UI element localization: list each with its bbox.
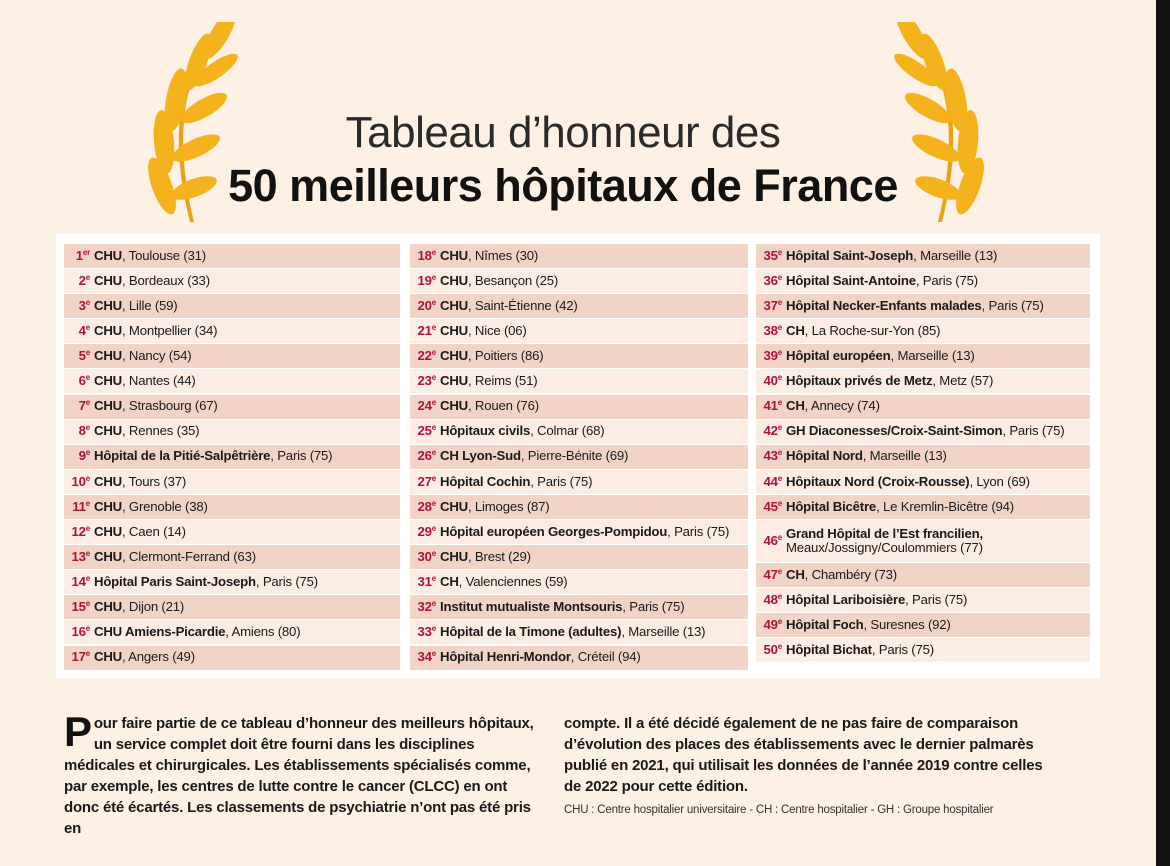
table-row [756,588,1090,612]
rank-number: 47e [763,566,782,582]
rank-number: 29e [417,523,436,539]
rank-number: 6e [78,373,90,389]
rank-number: 10e [71,473,90,489]
rank-number: 32e [417,599,436,615]
abbreviation-legend: CHU : Centre hospitalier universitaire - CH : Centre hospitalier - GH : Groupe hospitalier [564,804,994,816]
rank-number: 1er [75,247,90,263]
hospital-name: CHU, Nantes (44) [94,373,196,389]
hospital-name: Hôpital Paris Saint-Joseph, Paris (75) [94,573,318,589]
hospital-name: GH Diaconesses/Croix-Saint-Simon, Paris (75) [786,423,1065,439]
hospital-name: CH, Annecy (74) [786,398,880,414]
table-row [756,344,1090,368]
rank-number: 9e [78,448,90,464]
hospital-name: CHU, Strasbourg (67) [94,398,218,414]
hospital-name: CH, La Roche-sur-Yon (85) [786,323,941,339]
rank-number: 18e [417,247,436,263]
hospital-name: CHU, Toulouse (31) [94,247,206,263]
hospital-name: CHU, Nice (06) [440,323,527,339]
rank-number: 20e [417,297,436,313]
article-paragraph-right: compte. Il a été décidé également de ne pas faire de comparaison d’évolution des places des établissements avec le dernier palmarès publié en 2021, qui utilisait les données de l’année 2019 contre celles de 2022 pour cette édition. [564,715,1043,795]
hospital-name: Hôpital Lariboisière, Paris (75) [786,591,968,607]
dropcap-letter: P [64,708,92,755]
table-row [410,269,748,293]
table-row [756,269,1090,293]
hospital-name: CHU, Angers (49) [94,649,195,665]
hospital-name: CH Lyon-Sud, Pierre-Bénite (69) [440,448,629,464]
page-title-line1: Tableau d’honneur des [345,108,781,157]
rank-number: 7e [78,398,90,414]
table-row [756,470,1090,494]
rank-number: 16e [71,624,90,640]
article-text-right [564,713,1044,821]
hospital-name: CHU, Dijon (21) [94,599,185,615]
rank-number: 44e [763,473,782,489]
table-row [64,395,400,419]
rank-number: 31e [417,573,436,589]
hospital-name: CHU, Nancy (54) [94,348,192,364]
table-row [410,545,748,569]
rank-number: 33e [417,624,436,640]
rank-number: 19e [417,272,436,288]
table-row [410,646,748,670]
table-row [410,319,748,343]
hospital-name: CHU, Brest (29) [440,548,531,564]
table-row [64,269,400,293]
table-row [410,570,748,594]
hospital-name: CHU, Saint-Étienne (42) [440,297,578,313]
hospital-name: CHU, Besançon (25) [440,272,559,288]
table-row [64,595,400,619]
hospital-name: Grand Hôpital de l’Est francilien, Meaux/Jossigny/Coulommiers (77) [786,525,983,556]
rank-number: 28e [417,498,436,514]
table-row [64,344,400,368]
rank-number: 35e [763,247,782,263]
hospital-name: CHU, Rennes (35) [94,423,200,439]
hospital-name: Hôpital Foch, Suresnes (92) [786,617,951,633]
hospital-name: Hôpital européen, Marseille (13) [786,348,975,364]
table-row [64,445,400,469]
table-row [756,395,1090,419]
table-row [410,344,748,368]
rank-number: 27e [417,473,436,489]
table-row [756,369,1090,393]
table-row [410,420,748,444]
table-row [756,420,1090,444]
table-row [64,495,400,519]
table-row [64,520,400,544]
rank-number: 23e [417,373,436,389]
hospital-name: CHU, Limoges (87) [440,498,550,514]
rank-number: 8e [78,423,90,439]
hospital-name: Hôpital Cochin, Paris (75) [440,473,593,489]
table-row [410,445,748,469]
rank-number: 43e [763,448,782,464]
hospital-name: Hôpitaux civils, Colmar (68) [440,423,605,439]
rank-number: 13e [71,548,90,564]
hospital-name: CHU, Caen (14) [94,523,186,539]
rank-number: 24e [417,398,436,414]
rank-number: 17e [71,649,90,665]
rank-number: 49e [763,617,782,633]
rank-number: 3e [78,297,90,313]
right-edge-bar [1156,0,1170,866]
hospital-name: CH, Chambéry (73) [786,566,897,582]
table-row [756,294,1090,318]
page-title-line2: 50 meilleurs hôpitaux de France [228,160,898,211]
hospital-name: Hôpital Saint-Antoine, Paris (75) [786,272,978,288]
hospital-name: CHU, Rouen (76) [440,398,539,414]
rank-number: 4e [78,323,90,339]
rankings-table [56,234,1100,678]
hospital-name: CHU, Reims (51) [440,373,538,389]
hospital-name: Hôpitaux privés de Metz, Metz (57) [786,373,994,389]
table-row [756,563,1090,587]
rank-number: 2e [78,272,90,288]
hospital-name: Hôpital Henri-Mondor, Créteil (94) [440,649,641,665]
hospital-name: Institut mutualiste Montsouris, Paris (75) [440,599,685,615]
rank-number: 15e [71,599,90,615]
hospital-name: CHU, Lille (59) [94,297,178,313]
table-row [64,319,400,343]
rank-number: 11e [72,498,90,514]
hospital-name: CHU, Bordeaux (33) [94,272,210,288]
rank-number: 12e [71,523,90,539]
table-row [64,545,400,569]
hospital-name: Hôpital de la Timone (adultes), Marseille (13) [440,624,706,640]
hospital-name: CHU, Clermont-Ferrand (63) [94,548,256,564]
table-row [64,646,400,670]
rankings-column-1 [64,244,400,671]
table-row [410,244,748,268]
table-row [756,520,1090,562]
hospital-name: CH, Valenciennes (59) [440,573,568,589]
hospital-name: Hôpital Necker-Enfants malades, Paris (75) [786,297,1044,313]
rank-number: 46e [763,532,782,548]
rank-number: 21e [417,323,436,339]
article-text-left [64,708,544,839]
rank-number: 48e [763,591,782,607]
table-row [64,470,400,494]
rank-number: 5e [78,348,90,364]
table-row [410,294,748,318]
table-row [410,470,748,494]
hospital-name: CHU, Tours (37) [94,473,187,489]
hospital-name: Hôpital de la Pitié-Salpêtrière, Paris (75) [94,448,333,464]
rank-number: 30e [417,548,436,564]
hospital-name: Hôpitaux Nord (Croix-Rousse), Lyon (69) [786,473,1030,489]
table-row [64,244,400,268]
table-row [64,294,400,318]
hospital-name: CHU, Poitiers (86) [440,348,544,364]
hospital-name: CHU Amiens-Picardie, Amiens (80) [94,624,301,640]
article-paragraph-left: our faire partie de ce tableau d’honneur des meilleurs hôpitaux, un service complet doit être fourni dans les disciplines médicales et chirurgicales. Les établissements spécialisés comme, par exemple, les centres de lutte contre le cancer (CLCC) en ont donc été écartés. Les classements de psychiatrie n’ont pas été pris en [64,715,534,837]
hospital-name: Hôpital Saint-Joseph, Marseille (13) [786,247,998,263]
table-row [756,319,1090,343]
table-row [64,570,400,594]
rank-number: 38e [763,323,782,339]
rank-number: 41e [763,398,782,414]
table-row [410,595,748,619]
rankings-column-3 [756,244,1090,664]
rank-number: 37e [763,297,782,313]
rank-number: 14e [71,573,90,589]
rankings-column-2 [410,244,748,671]
hospital-name: Hôpital Nord, Marseille (13) [786,448,947,464]
rank-number: 40e [763,373,782,389]
rank-number: 45e [763,498,782,514]
rank-number: 39e [763,348,782,364]
table-row [64,620,400,644]
table-row [756,638,1090,662]
hospital-name: CHU, Montpellier (34) [94,323,218,339]
table-row [756,244,1090,268]
rank-number: 36e [763,272,782,288]
table-row [410,369,748,393]
rank-number: 34e [417,649,436,665]
table-row [410,495,748,519]
table-row [64,369,400,393]
table-row [64,420,400,444]
table-row [756,495,1090,519]
hospital-name: CHU, Grenoble (38) [94,498,208,514]
rank-number: 50e [763,642,782,658]
rank-number: 26e [417,448,436,464]
table-row [410,620,748,644]
table-row [756,613,1090,637]
hospital-name: Hôpital Bicêtre, Le Kremlin-Bicêtre (94) [786,498,1014,514]
hospital-name: Hôpital Bichat, Paris (75) [786,642,934,658]
rank-number: 22e [417,348,436,364]
hospital-name: CHU, Nîmes (30) [440,247,539,263]
hospital-name: Hôpital européen Georges-Pompidou, Paris (75) [440,523,730,539]
table-row [410,395,748,419]
rank-number: 25e [417,423,436,439]
table-row [410,520,748,544]
table-row [756,445,1090,469]
rank-number: 42e [763,423,782,439]
